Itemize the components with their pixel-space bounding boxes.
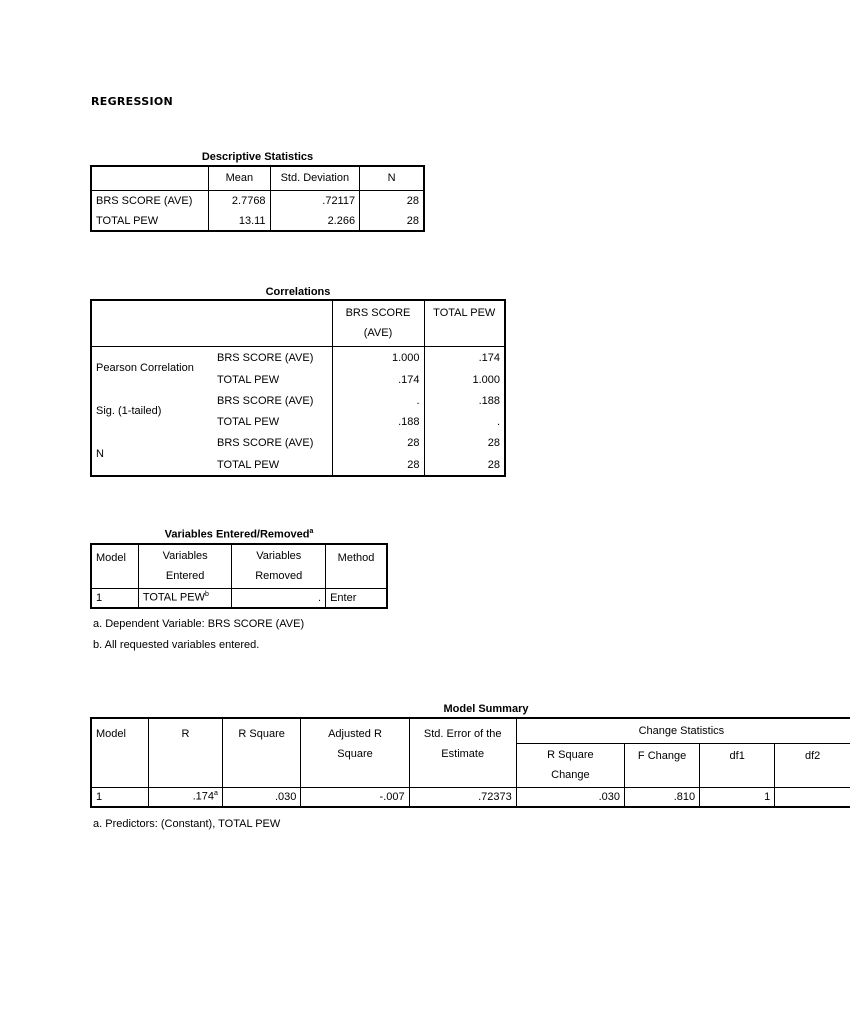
header-r-square-change (516, 743, 624, 787)
correlations-table (90, 299, 506, 477)
row-label: TOTAL PEW (91, 211, 209, 231)
table-row (91, 588, 387, 608)
cell-model: 1 (91, 588, 138, 608)
header-empty-cell (91, 300, 332, 346)
header-n: N (360, 166, 424, 190)
cell-r (148, 787, 222, 807)
header-model: Model (91, 718, 148, 787)
header-std-error (409, 718, 516, 787)
cell-df1: 1 (700, 787, 775, 807)
cell-entered-text: TOTAL PEW (142, 592, 205, 605)
header-f-change: F Change (625, 743, 700, 787)
cell-n: 28 (406, 194, 419, 207)
cell-value: . (496, 415, 500, 428)
header-model: Model (91, 544, 138, 588)
header-entered-line2: Entered (165, 570, 205, 583)
model-summary-footnote-a: a. Predictors: (Constant), TOTAL PEW (93, 818, 281, 830)
cell-mean: 2.7768 (209, 190, 270, 211)
table-row (91, 190, 424, 211)
header-r: R (148, 718, 222, 787)
header-brs-score (332, 300, 424, 346)
table-header-row (91, 300, 505, 346)
cell-std-error: .72373 (409, 787, 516, 807)
section-heading: REGRESSION (91, 95, 173, 108)
table-row (91, 390, 505, 411)
header-std-error-line1: Std. Error of the (423, 728, 502, 740)
cell-sd: 2.266 (270, 211, 360, 231)
header-entered-line1: Variables (162, 550, 208, 563)
header-method: Method (326, 544, 387, 588)
footnote-b: b. All requested variables entered. (93, 639, 260, 651)
cell-value: .174 (478, 351, 500, 364)
group-label: Sig. (1-tailed) (96, 405, 162, 417)
row-var: TOTAL PEW (213, 454, 332, 476)
header-rsqch-line2: Change (551, 769, 590, 781)
cell-n: 28 (406, 214, 419, 227)
header-std-deviation: Std. Deviation (270, 166, 360, 190)
header-r-square: R Square (222, 718, 300, 787)
header-empty-cell (91, 166, 209, 190)
header-adjusted-line2: Square (337, 748, 373, 760)
table-row (91, 211, 424, 231)
row-label: BRS SCORE (AVE) (91, 190, 209, 211)
correlations-title: Correlations (265, 286, 331, 298)
header-mean: Mean (209, 166, 270, 190)
cell-r-footnote: a (214, 790, 218, 798)
row-var: BRS SCORE (AVE) (213, 390, 332, 411)
row-var: BRS SCORE (AVE) (213, 346, 332, 369)
cell-sd: .72117 (270, 190, 360, 211)
header-removed-line2: Removed (255, 570, 303, 583)
cell-value: 28 (487, 458, 500, 471)
variables-title-footnote: a (309, 528, 314, 535)
group-label: Pearson Correlation (96, 362, 194, 375)
variables-table (90, 543, 388, 609)
header-adjusted-r-square (301, 718, 409, 787)
cell-value: 1.000 (332, 346, 424, 369)
cell-mean: 13.11 (209, 211, 270, 231)
cell-removed: . (232, 588, 326, 608)
cell-df2 (775, 787, 850, 807)
header-df2: df2 (775, 743, 850, 787)
cell-r-text: .174 (192, 791, 215, 804)
footnote-a: a. Dependent Variable: BRS SCORE (AVE) (93, 618, 305, 630)
row-var: TOTAL PEW (213, 411, 332, 432)
descriptive-stats-title: Descriptive Statistics (201, 151, 314, 163)
header-brs-score-line1: BRS SCORE (345, 307, 411, 320)
variables-title-text: Variables Entered/Removed (164, 528, 310, 541)
table-header-row (91, 544, 387, 588)
cell-value: 1.000 (472, 373, 500, 386)
header-variables-removed (232, 544, 326, 588)
table-row (91, 787, 850, 807)
table-header-row (91, 718, 850, 743)
table-row (91, 432, 505, 454)
header-df1: df1 (700, 743, 775, 787)
cell-entered (138, 588, 232, 608)
table-header-row (91, 166, 424, 190)
header-removed-line1: Variables (256, 550, 302, 563)
cell-adjusted-r-square: -.007 (301, 787, 409, 807)
cell-r-square: .030 (222, 787, 300, 807)
header-adjusted-line1: Adjusted R (328, 728, 382, 740)
table-row (91, 346, 505, 369)
model-summary-title: Model Summary (443, 703, 529, 715)
row-var: TOTAL PEW (213, 369, 332, 390)
header-brs-score-line2: (AVE) (363, 327, 393, 340)
cell-value: 28 (332, 432, 424, 454)
cell-method: Enter (330, 591, 357, 604)
header-total-pew: TOTAL PEW (424, 300, 505, 346)
header-std-error-line2: Estimate (441, 748, 485, 760)
header-variables-entered (138, 544, 232, 588)
cell-model: 1 (91, 787, 148, 807)
model-summary-table (90, 717, 850, 808)
model-summary-clip (90, 717, 821, 809)
cell-value: .174 (332, 369, 424, 390)
row-var: BRS SCORE (AVE) (213, 432, 332, 454)
cell-r-square-change: .030 (516, 787, 624, 807)
header-change-statistics: Change Statistics (516, 718, 850, 743)
cell-value: 28 (332, 454, 424, 476)
header-rsqch-line1: R Square (547, 749, 594, 761)
group-label: N (96, 447, 104, 460)
cell-entered-footnote: b (204, 591, 209, 599)
variables-title (91, 528, 387, 541)
descriptive-stats-table (90, 165, 425, 232)
cell-f-change: .810 (625, 787, 700, 807)
cell-value: .188 (478, 394, 500, 407)
cell-value: 28 (487, 437, 500, 449)
cell-value: . (332, 390, 424, 411)
cell-value: .188 (332, 411, 424, 432)
